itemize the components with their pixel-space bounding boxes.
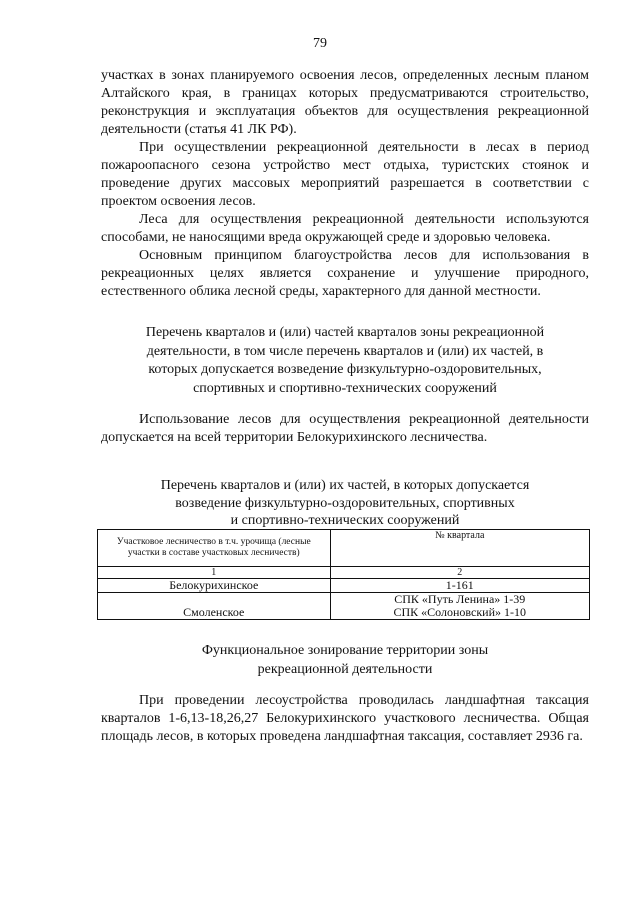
- table-number-row: [98, 567, 590, 579]
- table-header-forestry: Участковое лесничество в т.ч. урочища (лесные участки в составе участковых лесничеств): [98, 530, 331, 567]
- heading-line: деятельности, в том числе перечень кварталов и (или) их частей, в: [146, 343, 544, 359]
- zoning-paragraph: При проведении лесоустройства проводилась ландшафтная таксация кварталов 1-6,13-18,26,27 Белокурихинского участкового лесничества. Общая площадь лесов, в которых проведена ландшафтная таксация, составляет 2936 га.: [101, 693, 589, 744]
- heading-line: рекреационной деятельности: [257, 661, 433, 677]
- paragraph-2: При осуществлении рекреационной деятельности в лесах в период пожароопасного сезона устройство мест отдыха, туристских стоянок и проведение других массовых мероприятий разрешается в соответствии с проектом освоения лесов.: [101, 140, 589, 209]
- column-number: 2: [330, 567, 589, 579]
- section-heading-recreation-zone: [101, 324, 589, 398]
- paragraph-4: Основным принципом благоустройства лесов для использования в рекреационных целях является сохранение и улучшение природного, естественного облика лесной среды, характерного для данной местности.: [101, 248, 589, 299]
- heading-line: которых допускается возведение физкультурно-оздоровительных,: [148, 362, 542, 377]
- caption-line: Перечень кварталов и (или) их частей, в которых допускается: [160, 478, 530, 493]
- heading-line: Перечень кварталов и (или) частей кварталов зоны рекреационной: [145, 325, 545, 340]
- column-number: 1: [98, 567, 331, 579]
- table-cell-quarter: 1-161: [330, 579, 589, 593]
- table-row: [98, 593, 590, 620]
- table-row: [98, 579, 590, 593]
- table-cell-forestry: Смоленское: [98, 593, 331, 620]
- page-number: 79: [313, 36, 327, 51]
- paragraph-1: участках в зонах планируемого освоения лесов, определенных лесным планом Алтайского края, в границах которых предусматриваются строительство, реконструкция и эксплуатация объектов для осуществления рекреационной деятельности (статья 41 ЛК РФ).: [101, 68, 589, 137]
- zoning-text: [101, 692, 589, 746]
- heading-line: спортивных и спортивно-технических сооружений: [193, 380, 497, 396]
- table-header-quarter: № квартала: [330, 530, 589, 567]
- caption-line: и спортивно-технических сооружений: [230, 513, 460, 528]
- heading-line: Функциональное зонирование территории зоны: [201, 643, 489, 658]
- intro-text: [101, 67, 589, 301]
- table-caption: [101, 477, 589, 530]
- section-heading-zoning: [101, 642, 589, 679]
- quarters-table: [97, 529, 590, 620]
- usage-paragraph: Использование лесов для осуществления рекреационной деятельности допускается на всей территории Белокурихинского лесничества.: [101, 412, 589, 445]
- quarter-line: СПК «Путь Ленина» 1-39: [394, 592, 526, 606]
- quarter-line: СПК «Солоновский» 1-10: [393, 605, 527, 619]
- table-header-row: [98, 530, 590, 567]
- table-cell-forestry: Белокурихинское: [98, 579, 331, 593]
- caption-line: возведение физкультурно-оздоровительных, спортивных: [175, 495, 515, 511]
- usage-text: [101, 411, 589, 447]
- table-cell-quarter: [330, 593, 589, 620]
- paragraph-3: Леса для осуществления рекреационной деятельности используются способами, не наносящими вреда окружающей среде и здоровью человека.: [101, 212, 589, 245]
